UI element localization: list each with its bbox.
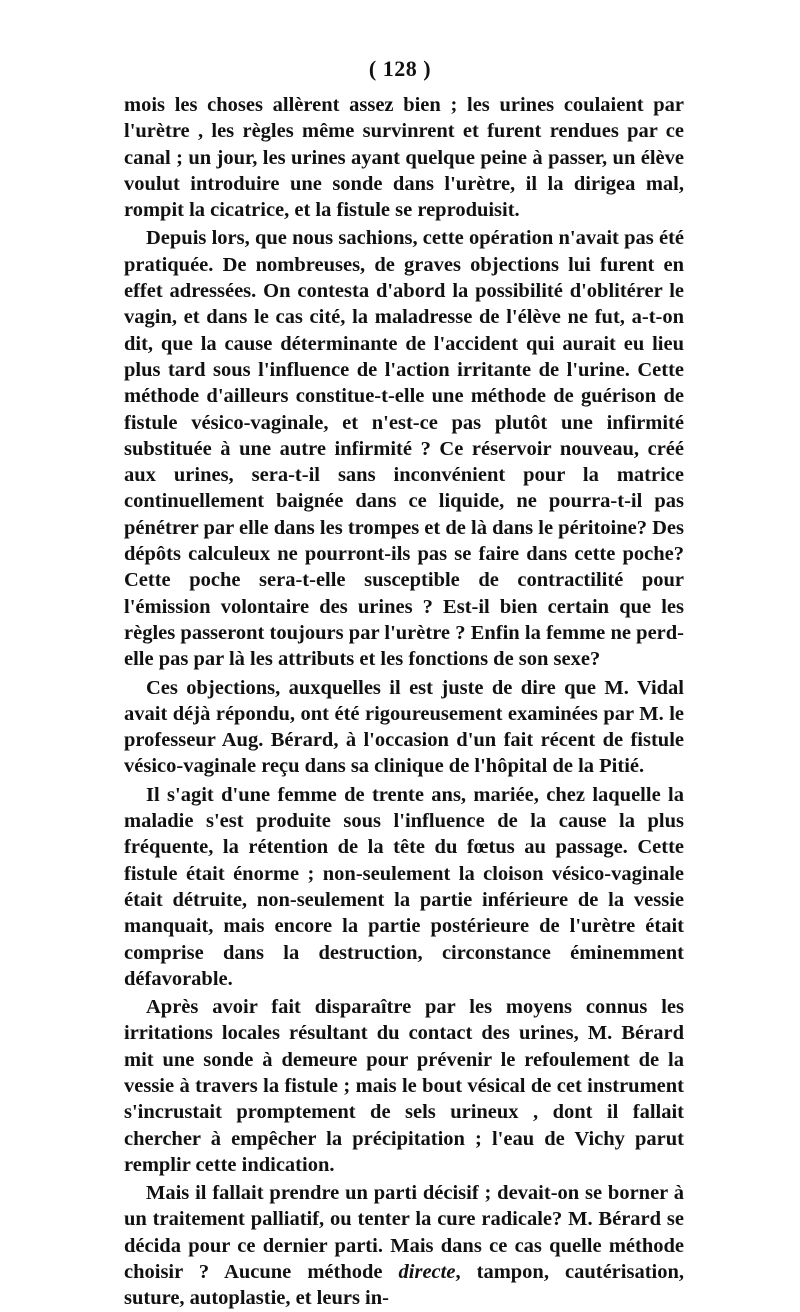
paragraph-3: Ces objections, auxquelles il est juste de dire que M. Vidal avait déjà répondu, ont été rigoureusement examinées par M. le professeur Aug. Bérard, à l'occasion d'un fait récent de fistule vésico-vaginale reçu dans sa clinique de l'hôpital de la Pitié.	[124, 676, 684, 778]
page-number: ( 128 )	[368, 56, 432, 81]
paragraph-1: mois les choses allèrent assez bien ; les urines coulaient par l'urètre , les règles même survinrent et furent rendues par ce canal ; un jour, les urines ayant quelque peine à passer, un élève voulut introduire une sonde dans l'urètre, il la dirigea mal, rompit la cicatrice, et la fistule se reproduisit.	[124, 94, 684, 222]
paragraph-6-text-start: Mais il fallait prendre un parti décisif ; devait-on se borner à un traitement palliatif, ou tenter la cure radicale? M. Bérard se décida pour ce dernier parti. Mais dans ce cas quelle méthode choisir ? Aucune méthode	[124, 1182, 684, 1284]
italic-term: directe	[398, 1261, 456, 1284]
paragraph-6-text-end: , tampon, cautérisation, suture, autoplastie, et leurs in-	[124, 1261, 685, 1310]
paragraph-2: Depuis lors, que nous sachions, cette opération n'avait pas été pratiquée. De nombreuses, de graves objections lui furent en effet adressées. On contesta d'abord la possibilité d'oblitérer le vagin, et dans le cas cité, la maladresse de l'élève ne fut, a-t-on dit, que la cause déterminante de l'accident qui aurait eu lieu plus tard sous l'influence de l'action irritante de l'urine. Cette méthode d'ailleurs constitue-t-elle une méthode de guérison de fistule vésico-vaginale, et n'est-ce pas plutôt une infirmité substituée à une autre infirmité ? Ce réservoir nouveau, créé aux urines, sera-t-il sans inconvénient pour la matrice continuellement baignée dans ce liquide, ne pourra-t-il pas pénétrer par elle dans les trompes et de là dans le péritoine? Des dépôts calculeux ne pourront-ils pas se faire dans cette poche? Cette poche sera-t-elle susceptible de contractilité pour l'émission volontaire des urines ? Est-il bien certain que les règles passeront toujours par l'urètre ? Enfin la femme ne perd-elle pas par là les attributs et les fonctions de son sexe?	[124, 227, 684, 671]
paragraph-5: Après avoir fait disparaître par les moyens connus les irritations locales résultant du contact des urines, M. Bérard mit une sonde à demeure pour prévenir le refoulement de la vessie à travers la fistule ; mais le bout vésical de cet instrument s'incrustait promptement de sels urineux , dont il fallait chercher à empêcher la précipitation ; l'eau de Vichy parut remplir cette indication.	[124, 996, 684, 1176]
paragraph-4: Il s'agit d'une femme de trente ans, mariée, chez laquelle la maladie s'est produite sous l'influence de la cause la plus fréquente, la rétention de la tête du fœtus au passage. Cette fistule était énorme ; non-seulement la cloison vésico-vaginale était détruite, non-seulement la partie inférieure de la vessie manquait, mais encore la partie postérieure de l'urètre était comprise dans la destruction, circonstance éminemment défavorable.	[124, 783, 684, 990]
paragraph-6	[124, 1180, 684, 1311]
body-text	[124, 92, 684, 1312]
